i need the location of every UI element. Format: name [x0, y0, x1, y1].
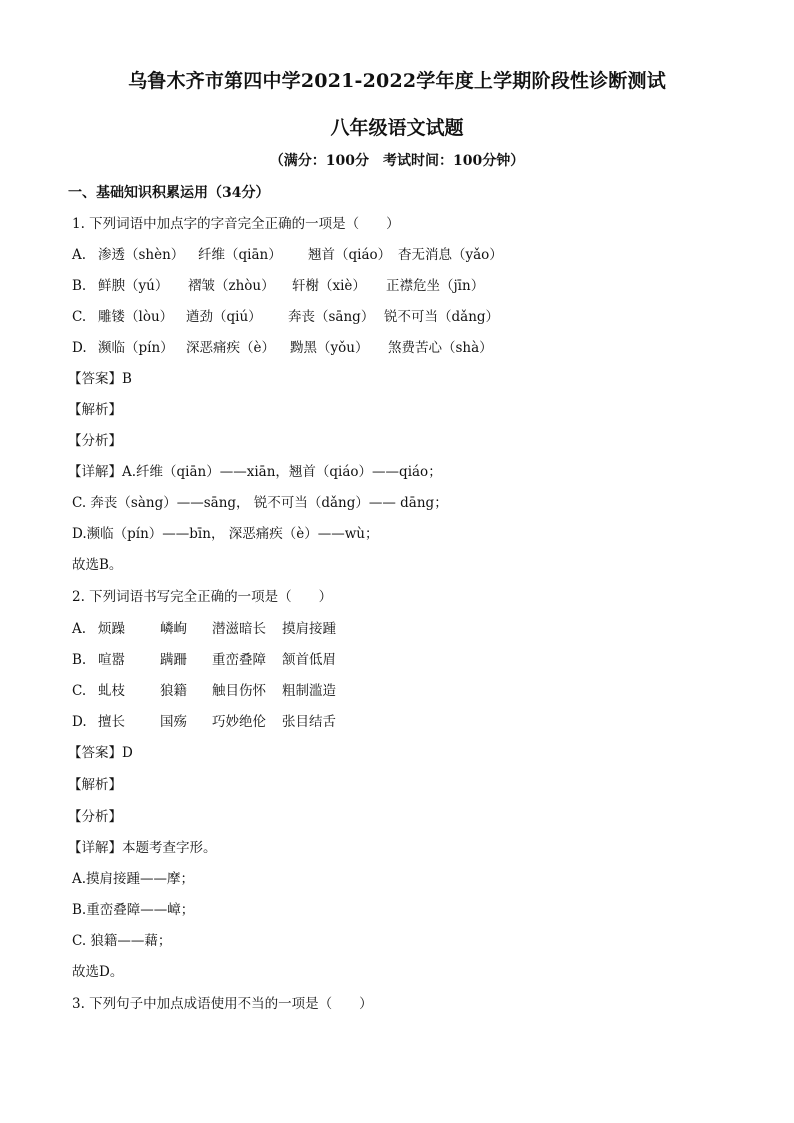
option-word: 颔首低眉: [282, 652, 336, 668]
option-word: 濒临（pín）: [98, 340, 174, 356]
q2-option-c: [72, 682, 336, 700]
q1-option-a: [72, 246, 503, 264]
option-label: B.: [72, 278, 87, 294]
exam-info: （满分：100分 考试时间：100分钟）: [269, 153, 525, 169]
q2-answer: 【答案】D: [68, 745, 133, 761]
option-word: 翘首（qiáo）: [308, 247, 392, 263]
q1-answer: 【答案】B: [68, 371, 132, 387]
option-label: C.: [72, 309, 87, 325]
option-word: 蹒跚: [160, 652, 187, 668]
option-word: 烦躁: [98, 621, 125, 637]
option-word: 褶皱（zhòu）: [188, 278, 275, 294]
q3-stem: 3. 下列句子中加点成语使用不当的一项是（ ）: [72, 996, 373, 1012]
option-word: 重峦叠障: [212, 652, 266, 668]
option-word: 煞费苦心（shà）: [388, 340, 493, 356]
option-word: 国殇: [160, 714, 187, 730]
option-word: 黝黑（yǒu）: [290, 340, 369, 356]
q2-option-d: [72, 713, 336, 731]
option-word: 正襟危坐（jīn）: [386, 278, 485, 294]
option-label: B.: [72, 652, 87, 668]
q1-detail-a: 【详解】A.纤维（qiān）——xiān，翘首（qiáo）——qiáo；: [68, 464, 442, 480]
option-word: 触目伤怀: [212, 683, 266, 699]
option-word: 张目结舌: [282, 714, 336, 730]
q2-stem: 2. 下列词语书写完全正确的一项是（ ）: [72, 589, 333, 605]
option-word: 奔丧（sāng）: [288, 309, 375, 325]
q2-conclusion: 故选D。: [72, 964, 124, 980]
exam-grade-title: 八年级语文试题: [330, 117, 464, 139]
q1-option-d: [72, 339, 493, 357]
option-word: 喧嚣: [98, 652, 125, 668]
option-word: 粗制滥造: [282, 683, 336, 699]
option-word: 遒劲（qiú）: [186, 309, 262, 325]
option-word: 渗透（shèn）: [98, 247, 185, 263]
option-word: 潜滋暗长: [212, 621, 266, 637]
q2-detail-c: C. 狼籍——藉；: [72, 933, 172, 949]
q2-analysis-label: 【解析】: [68, 777, 122, 793]
option-word: 嶙峋: [160, 621, 187, 637]
q1-detail-d: D.濒临（pín）——bīn， 深恶痛疾（è）——wù；: [72, 526, 379, 542]
q1-detail-c: C. 奔丧（sàng）——sāng， 锐不可当（dǎng）—— dāng；: [72, 495, 448, 511]
option-word: 虬枝: [98, 683, 125, 699]
q1-conclusion: 故选B。: [72, 557, 123, 573]
option-label: D.: [72, 340, 87, 356]
option-word: 擅长: [98, 714, 125, 730]
option-word: 鲜腴（yú）: [98, 278, 169, 294]
option-label: C.: [72, 683, 87, 699]
q2-detail-a: A.摸肩接踵——摩；: [72, 871, 195, 887]
option-word: 杳无消息（yǎo）: [398, 247, 503, 263]
q2-option-a: [72, 620, 336, 638]
option-word: 轩榭（xiè）: [292, 278, 366, 294]
option-word: 深恶痛疾（è）: [186, 340, 275, 356]
q2-option-b: [72, 651, 336, 669]
option-label: A.: [72, 621, 87, 637]
option-word: 纤维（qiān）: [198, 247, 282, 263]
section-heading: 一、基础知识积累运用（34分）: [68, 185, 270, 201]
option-word: 摸肩接踵: [282, 621, 336, 637]
q2-detail-b: B.重峦叠障——嶂；: [72, 902, 195, 918]
option-word: 巧妙绝伦: [212, 714, 266, 730]
q2-detail-intro: 【详解】本题考查字形。: [68, 840, 217, 856]
exam-title: 乌鲁木齐市第四中学2021-2022学年度上学期阶段性诊断测试: [128, 70, 666, 92]
q1-option-b: [72, 277, 484, 295]
q2-breakdown-label: 【分析】: [68, 809, 122, 825]
option-word: 锐不可当（dǎng）: [384, 309, 500, 325]
q1-breakdown-label: 【分析】: [68, 433, 122, 449]
q1-analysis-label: 【解析】: [68, 402, 122, 418]
q1-option-c: [72, 308, 499, 326]
option-word: 雕镂（lòu）: [98, 309, 174, 325]
option-label: A.: [72, 247, 87, 263]
q1-stem: 1. 下列词语中加点字的字音完全正确的一项是（ ）: [72, 216, 400, 232]
option-label: D.: [72, 714, 87, 730]
option-word: 狼籍: [160, 683, 187, 699]
